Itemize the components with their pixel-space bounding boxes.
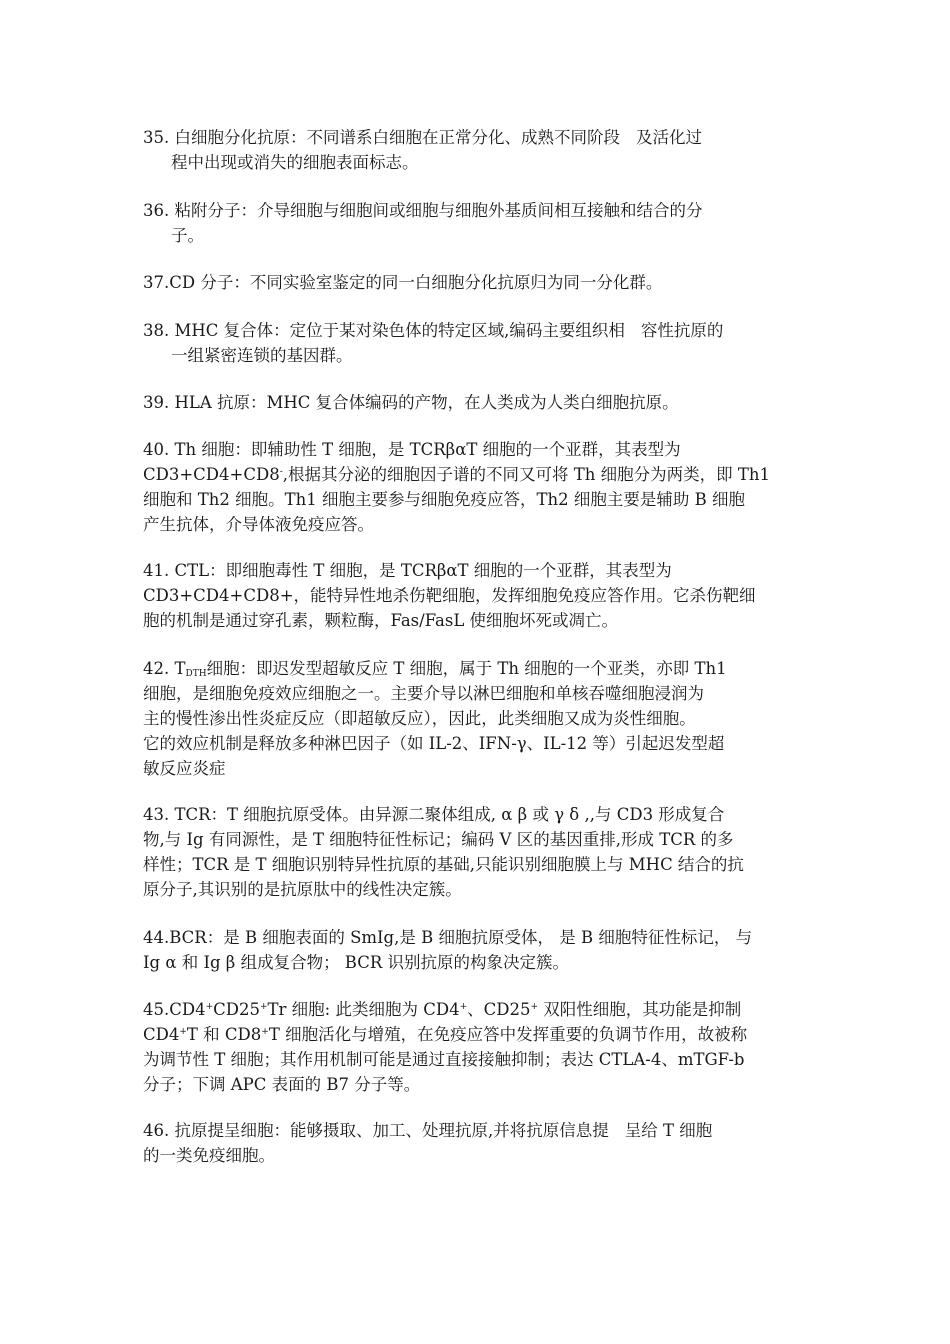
entry-text: 为调节性 T 细胞；其作用机制可能是通过直接接触抑制；表达 CTLA-4、mTGF-b bbox=[143, 1050, 745, 1069]
entry-text: 它的效应机制是释放多种淋巴因子（如 IL-2、IFN-γ、IL-12 等）引起迟发型超 bbox=[143, 734, 725, 753]
entry-text: 程中出现或消失的细胞表面标志。 bbox=[171, 153, 419, 172]
entry-text: T 细胞活化与增殖，在免疫应答中发挥重要的负调节作用，故被称 bbox=[268, 1025, 748, 1044]
entry-text: Ig α 和 Ig β 组成复合物； BCR 识别抗原的构象决定簇。 bbox=[143, 953, 570, 972]
entry-text: 40. Th 细胞：即辅助性 T 细胞，是 TCRβαT 细胞的一个亚群，其表型为 bbox=[143, 440, 681, 459]
entry-text: 分子；下调 APC 表面的 B7 分子等。 bbox=[143, 1075, 421, 1094]
entry-text: CD25 bbox=[213, 1000, 260, 1019]
entry-text: 44.BCR：是 B 细胞表面的 SmIg,是 B 细胞抗原受体， 是 B 细胞特征性标记， 与 bbox=[143, 928, 753, 947]
entry-38 bbox=[143, 318, 803, 368]
entry-text: 主的慢性渗出性炎症反应（即超敏反应），因此，此类细胞又成为炎性细胞。 bbox=[143, 709, 696, 728]
entry-text: 45.CD4 bbox=[143, 1000, 206, 1019]
entry-text: 子。 bbox=[171, 226, 204, 245]
superscript: + bbox=[205, 1002, 214, 1012]
entry-36 bbox=[143, 198, 803, 248]
superscript: + bbox=[261, 1027, 269, 1037]
entry-text: CD3+CD4+CD8 bbox=[143, 465, 280, 484]
entry-text: Tr 细胞: 此类细胞为 CD4 bbox=[267, 1000, 460, 1019]
superscript: + bbox=[260, 1002, 268, 1012]
entry-text: CD3+CD4+CD8+，能特异性地杀伤靶细胞，发挥细胞免疫应答作用。它杀伤靶细 bbox=[143, 586, 756, 605]
entry-text: 38. MHC 复合体：定位于某对染色体的特定区域,编码主要组织相 bbox=[143, 321, 625, 340]
subscript: DTH bbox=[185, 669, 207, 679]
entry-text: 呈给 T 细胞 bbox=[624, 1121, 713, 1140]
entry-text: 36. 粘附分子：介导细胞与细胞间或细胞与细胞外基质间相互接触和结合的分 bbox=[143, 201, 703, 220]
entry-text: 37.CD 分子：不同实验室鉴定的同一白细胞分化抗原归为同一分化群。 bbox=[143, 273, 663, 292]
entry-42 bbox=[143, 656, 803, 781]
entry-text: T 和 CD8 bbox=[186, 1025, 262, 1044]
entry-text: 敏反应炎症 bbox=[143, 759, 226, 778]
entry-41 bbox=[143, 558, 803, 633]
entry-text: 细胞和 Th2 细胞。Th1 细胞主要参与细胞免疫应答，Th2 细胞主要是辅助 B 细胞 bbox=[143, 490, 745, 509]
entry-44 bbox=[143, 925, 803, 975]
entry-39 bbox=[143, 390, 803, 415]
superscript: + bbox=[530, 1002, 539, 1012]
entry-text: 容性抗原的 bbox=[640, 321, 724, 340]
entry-text: 细胞：即迟发型超敏反应 T 细胞，属于 Th 细胞的一个亚类，亦即 Th1 bbox=[206, 659, 727, 678]
entry-45 bbox=[143, 997, 803, 1097]
entry-text: 43. TCR：T 细胞抗原受体。由异源二聚体组成, α β 或 γ δ ,,与 CD3 形成复合 bbox=[143, 805, 725, 824]
entry-text: 35. 白细胞分化抗原：不同谱系白细胞在正常分化、成熟不同阶段 bbox=[143, 128, 620, 147]
entry-text: 产生抗体，介导体液免疫应答。 bbox=[143, 515, 374, 534]
entry-text: 细胞，是细胞免疫效应细胞之一。主要介导以淋巴细胞和单核吞噬细胞浸润为 bbox=[143, 684, 704, 703]
entry-35 bbox=[143, 125, 803, 175]
entry-37 bbox=[143, 270, 803, 295]
entry-text: 物,与 Ig 有同源性，是 T 细胞特征性标记；编码 V 区的基因重排,形成 TCR 的多 bbox=[143, 830, 734, 849]
entry-text: 胞的机制是通过穿孔素，颗粒酶，Fas/FasL 使细胞坏死或凋亡。 bbox=[143, 611, 619, 630]
entry-43 bbox=[143, 802, 803, 902]
superscript: + bbox=[459, 1002, 468, 1012]
entry-text: 一组紧密连锁的基因群。 bbox=[171, 346, 353, 365]
entry-text: 、CD25 bbox=[467, 1000, 531, 1019]
entry-text: 双阳性细胞，其功能是抑制 bbox=[538, 1000, 742, 1019]
superscript: - bbox=[279, 467, 283, 477]
entry-text: 41. CTL：即细胞毒性 T 细胞，是 TCRβαT 细胞的一个亚群，其表型为 bbox=[143, 561, 672, 580]
entry-text: 样性；TCR 是 T 细胞识别特异性抗原的基础,只能识别细胞膜上与 MHC 结合的抗 bbox=[143, 855, 744, 874]
entry-text: 原分子,其识别的是抗原肽中的线性决定簇。 bbox=[143, 880, 462, 899]
superscript: + bbox=[179, 1027, 187, 1037]
entry-text: ,根据其分泌的细胞因子谱的不同又可将 Th 细胞分为两类，即 Th1 bbox=[282, 465, 771, 484]
entry-46 bbox=[143, 1118, 803, 1168]
entry-text: 的一类免疫细胞。 bbox=[143, 1146, 275, 1165]
entry-text: 46. 抗原提呈细胞：能够摄取、加工、处理抗原,并将抗原信息提 bbox=[143, 1121, 609, 1140]
entry-text: 39. HLA 抗原：MHC 复合体编码的产物，在人类成为人类白细胞抗原。 bbox=[143, 393, 679, 412]
entry-text: 42. T bbox=[143, 659, 186, 678]
entry-40 bbox=[143, 437, 803, 537]
entry-text: CD4 bbox=[143, 1025, 180, 1044]
entry-text: 及活化过 bbox=[636, 128, 702, 147]
